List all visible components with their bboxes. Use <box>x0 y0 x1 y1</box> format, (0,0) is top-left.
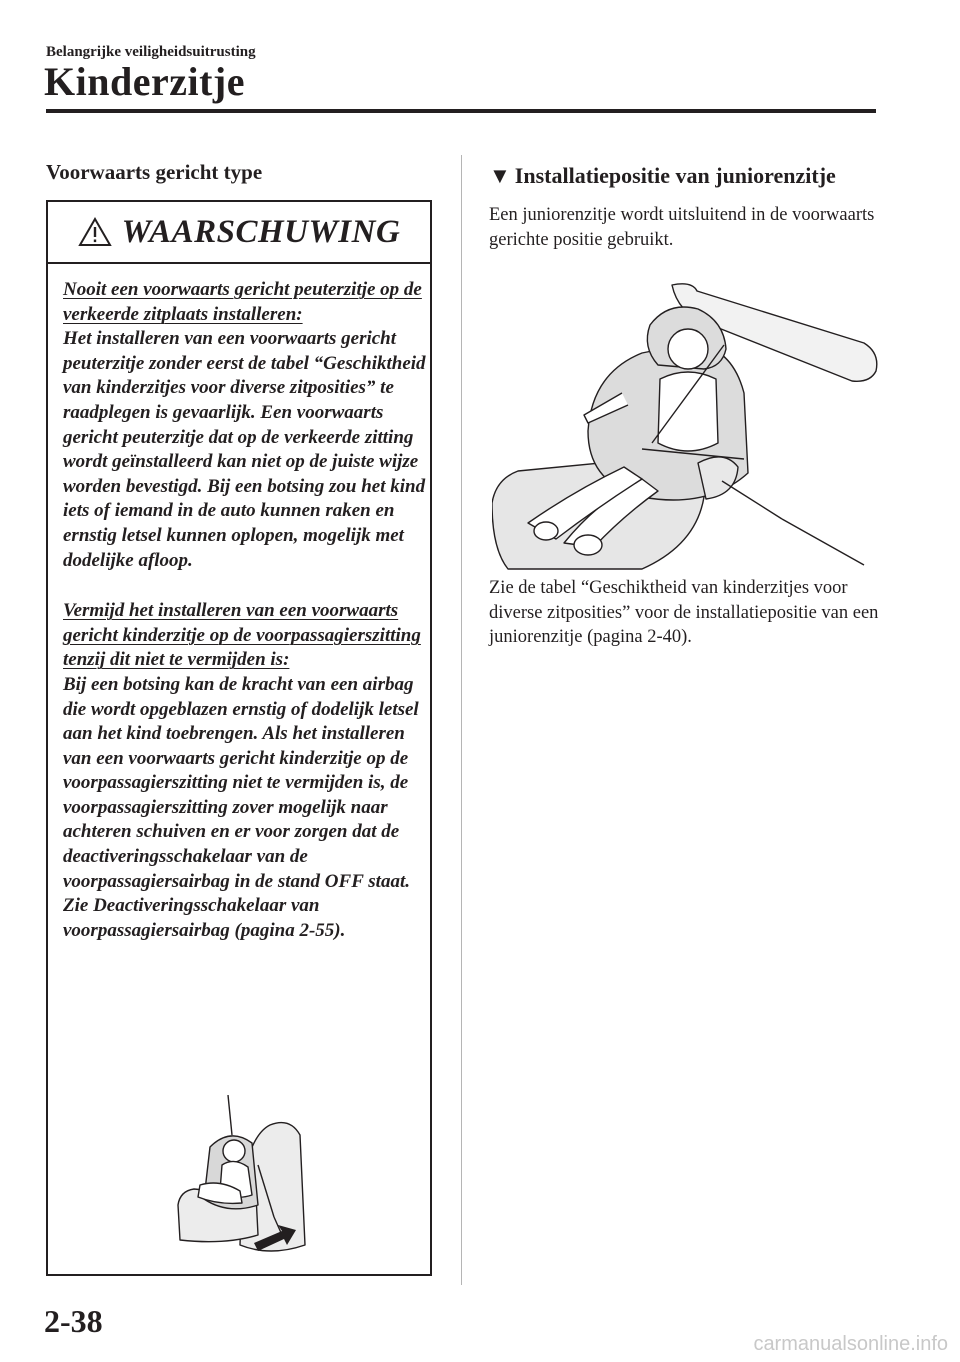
warning-box <box>46 200 432 1276</box>
column-divider <box>461 155 462 1285</box>
warning-block2-heading: Vermijd het installeren van een voorwaarts gericht kinderzitje op de voorpassagierszitting tenzij dit niet te vermijden is: <box>63 600 421 671</box>
page-number: 2-38 <box>44 1303 103 1339</box>
title-rule <box>46 109 876 113</box>
right-heading-text: Installatiepositie van juniorenzitje <box>514 163 836 188</box>
warning-title: WAARSCHUWING <box>121 213 401 250</box>
warning-block1-text: Het installeren van een voorwaarts gericht peuterzitje zonder eerst de tabel “Geschiktheid van kinderzitjes voor diverse zitposities” te raadplegen is gevaarlijk. Een voorwaarts gericht peuterzitje dat op de verkeerde zitting wordt geïnstalleerd kan niet op de juiste wijze worden bevestigd. Bij een botsing zou het kind iets of iemand in de auto kunnen raken en ernstig letsel kunnen oplopen, mogelijk met dodelijke afloop. <box>63 328 426 571</box>
booster-seat-illustration <box>492 283 884 571</box>
watermark: carmanualsonline.info <box>753 1333 948 1355</box>
warning-header <box>48 202 430 264</box>
section-label: Belangrijke veiligheidsuitrusting <box>46 44 256 60</box>
child-seat-illustration <box>170 1095 350 1265</box>
warning-block2-text: Bij een botsing kan de kracht van een airbag die wordt opgeblazen ernstig of dodelijk letsel aan het kind toebrengen. Als het installeren van een voorwaarts gericht kinderzitje op de voorpassagierszitting niet te vermijden is, de voorpassagierszitting zover mogelijk naar achteren schuiven en er voor zorgen dat de deactiveringsschakelaar van de voorpassagiersairbag in de stand OFF staat. Zie Deactiveringsschakelaar van voorpassagiersairbag (pagina 2-55). <box>63 673 419 941</box>
left-heading: Voorwaarts gericht type <box>46 160 263 184</box>
warning-triangle-icon <box>78 217 112 247</box>
page-title: Kinderzitje <box>44 59 245 104</box>
triangle-bullet-icon: ▼ <box>489 163 511 188</box>
warning-block1-heading: Nooit een voorwaarts gericht peuterzitje op de verkeerde zitplaats installeren: <box>63 279 422 325</box>
right-intro: Een juniorenzitje wordt uitsluitend in de voorwaarts gerichte positie gebruikt. <box>489 205 875 250</box>
right-heading <box>489 163 836 189</box>
right-note: Zie de tabel “Geschiktheid van kinderzitjes voor diverse zitposities” voor de installatiepositie van een juniorenzitje (pagina 2-40). <box>489 578 879 648</box>
warning-body <box>63 278 437 943</box>
